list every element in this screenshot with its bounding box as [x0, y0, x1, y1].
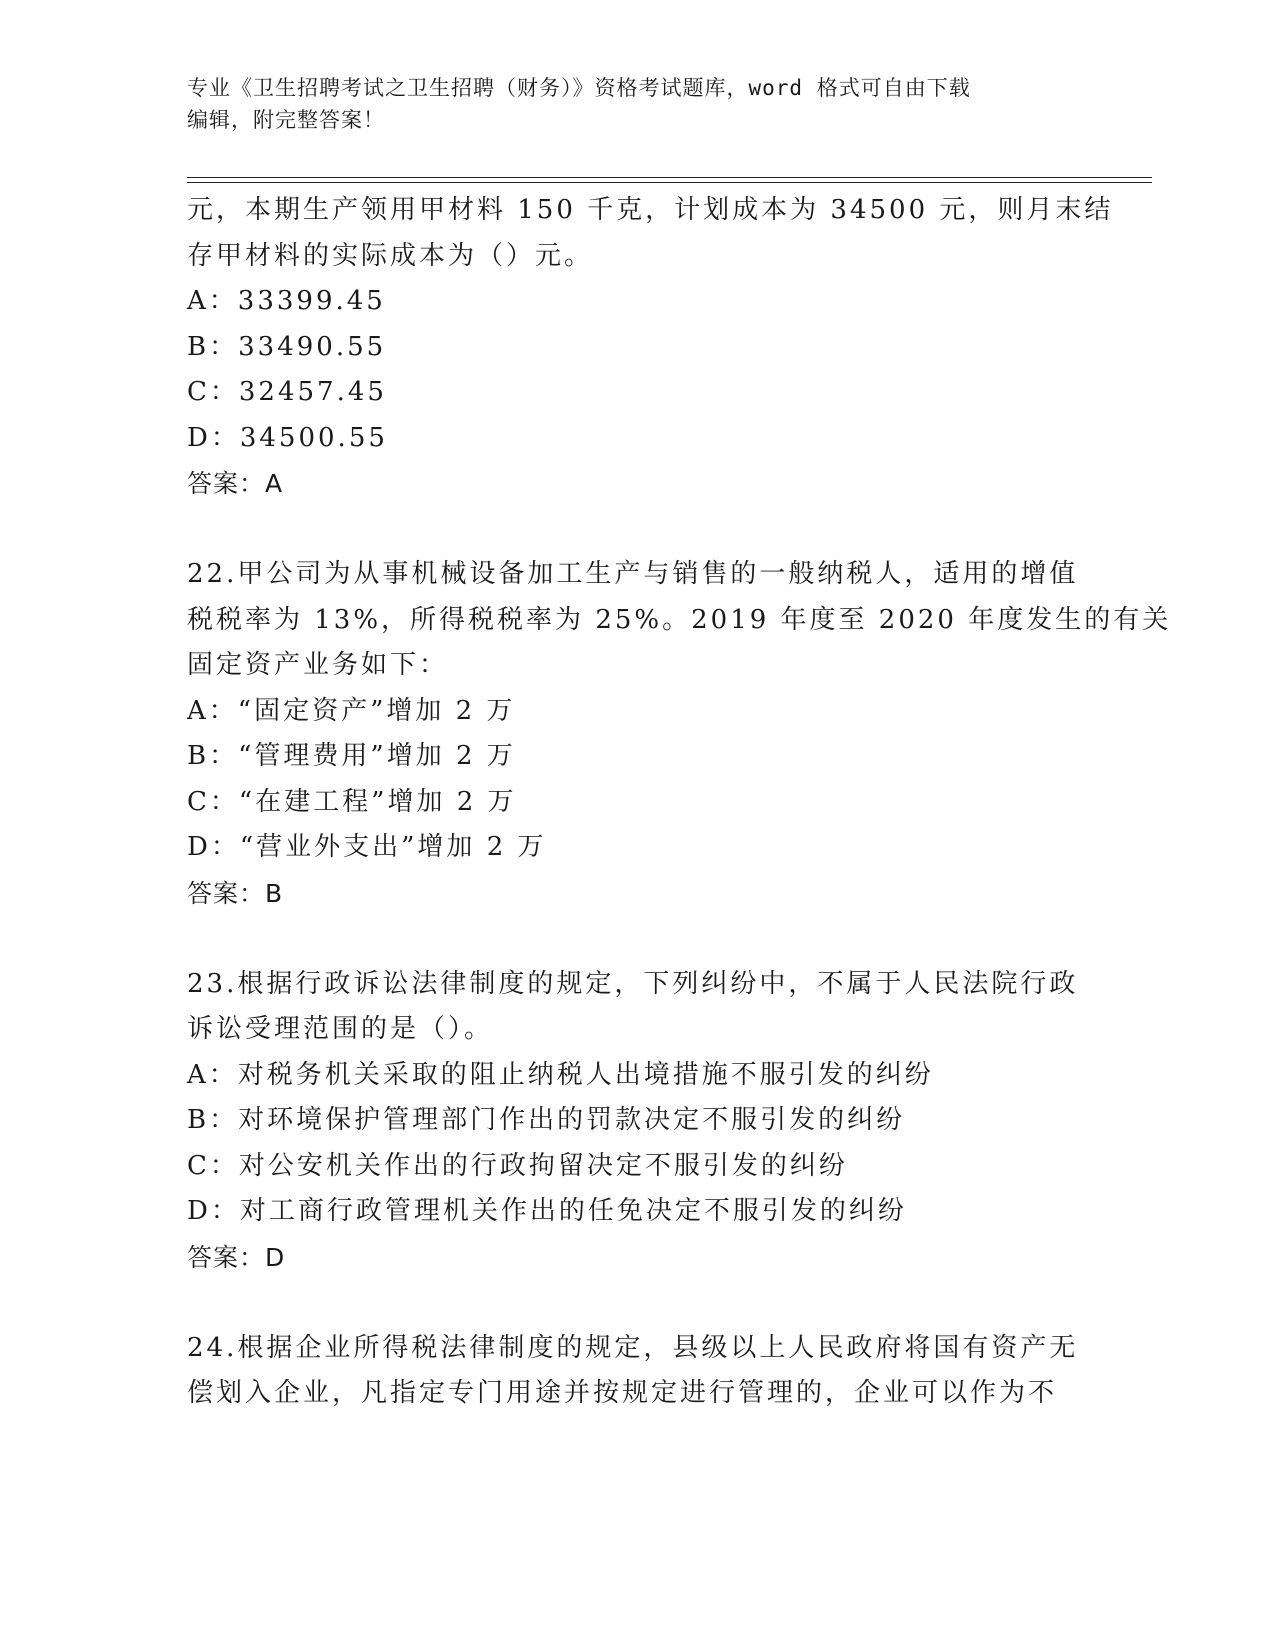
- answer-label: 答案：A: [187, 469, 284, 498]
- question-stem-line: 税税率为 13%，所得税税率为 25%。2019 年度至 2020 年度发生的有关: [187, 604, 1172, 635]
- question-stem-line: 22.甲公司为从事机械设备加工生产与销售的一般纳税人，适用的增值: [187, 559, 1079, 589]
- header-line-2: 编辑，附完整答案！: [187, 108, 385, 132]
- option-d: D：对工商行政管理机关作出的任免决定不服引发的纠纷: [187, 1196, 907, 1226]
- document-header: [187, 72, 1067, 136]
- question-23: [187, 962, 1087, 1281]
- question-stem-line: 诉讼受理范围的是（）。: [187, 1014, 494, 1044]
- option-b: B：“管理费用”增加 2 万: [187, 741, 516, 771]
- option-a: A：33399.45: [187, 286, 386, 316]
- question-spacer: [187, 1280, 1087, 1326]
- option-d: D：“营业外支出”增加 2 万: [187, 832, 547, 862]
- option-a: A：“固定资产”增加 2 万: [187, 695, 516, 726]
- question-stem-line: 24.根据企业所得税法律制度的规定，县级以上人民政府将国有资产无: [187, 1332, 1079, 1363]
- document-body: [187, 188, 1172, 1417]
- question-spacer: [187, 916, 1087, 962]
- header-divider-top: [187, 177, 1152, 178]
- option-c: C：32457.45: [187, 377, 387, 407]
- header-line-1: 专业《卫生招聘考试之卫生招聘（财务）》资格考试题库，word 格式可自由下载: [187, 76, 971, 100]
- question-spacer: [187, 507, 1087, 553]
- option-b: B：33490.55: [187, 331, 387, 362]
- question-22: [187, 552, 1172, 916]
- question-stem-line: 偿划入企业，凡指定专门用途并按规定进行管理的，企业可以作为不: [187, 1378, 1058, 1408]
- question-stem-line: 23.根据行政诉讼法律制度的规定，下列纠纷中，不属于人民法院行政: [187, 968, 1079, 999]
- option-c: C：“在建工程”增加 2 万: [187, 786, 517, 817]
- question-21: [187, 188, 1114, 507]
- header-divider-bottom: [187, 182, 1152, 183]
- answer-label: 答案：D: [187, 1242, 286, 1272]
- option-d: D：34500.55: [187, 422, 388, 453]
- question-stem-line: 固定资产业务如下：: [187, 650, 449, 680]
- option-a: A：对税务机关采取的阻止纳税人出境措施不服引发的纠纷: [187, 1059, 934, 1090]
- question-stem-line: 存甲材料的实际成本为（）元。: [187, 240, 594, 271]
- option-b: B：对环境保护管理部门作出的罚款决定不服引发的纠纷: [187, 1105, 906, 1135]
- question-stem-line: 元，本期生产领用甲材料 150 千克，计划成本为 34500 元，则月末结: [187, 195, 1114, 225]
- option-c: C：对公安机关作出的行政拘留决定不服引发的纠纷: [187, 1150, 848, 1181]
- answer-label: 答案：B: [187, 878, 284, 908]
- question-24: [187, 1326, 1087, 1417]
